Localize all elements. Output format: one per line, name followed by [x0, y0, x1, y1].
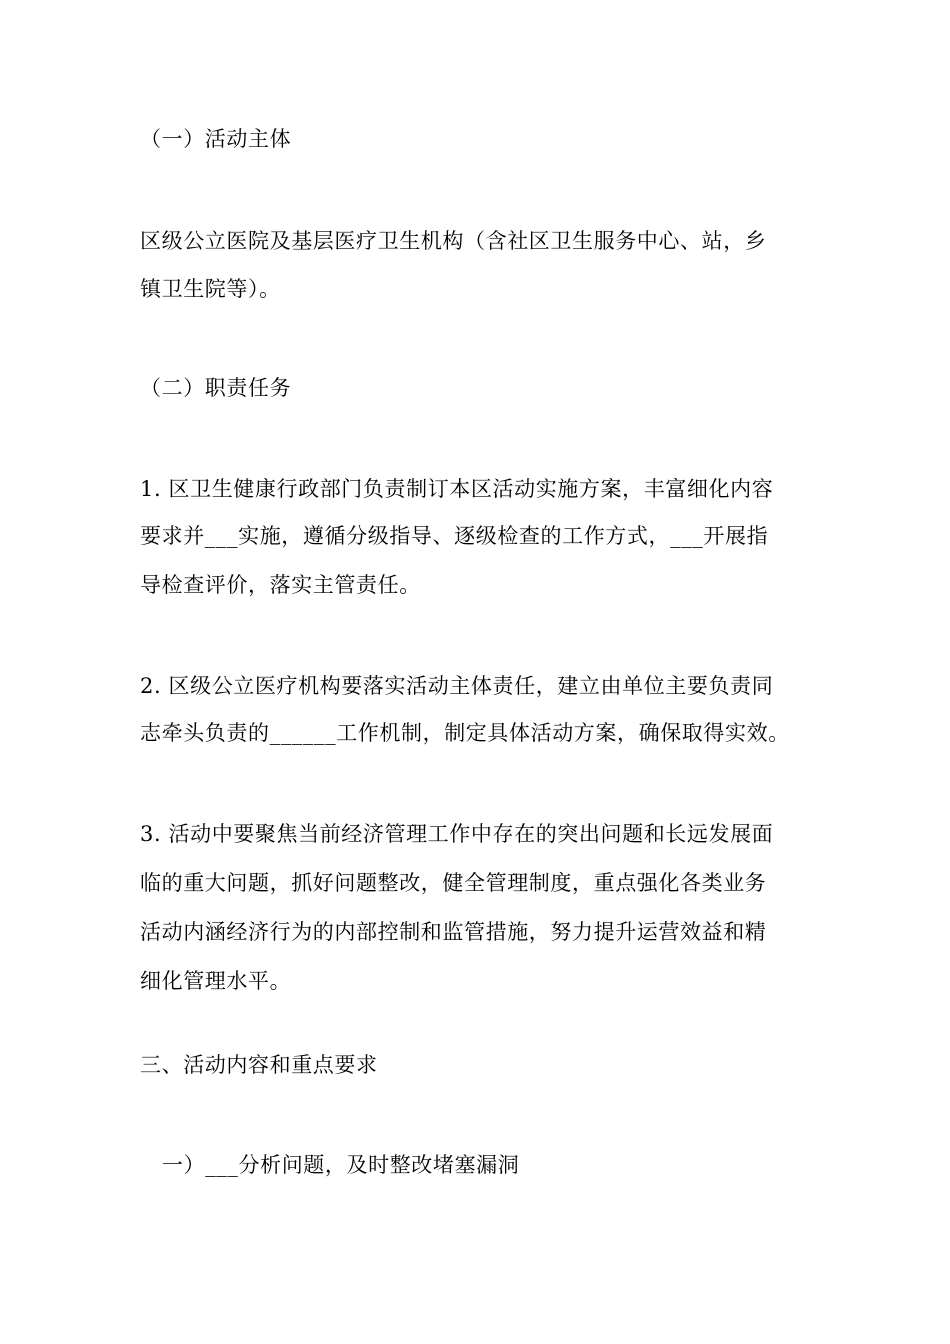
paragraph-line: 镇卫生院等）。 — [140, 277, 281, 301]
paragraph-line: 1. 区卫生健康行政部门负责制订本区活动实施方案，丰富细化内容 — [140, 477, 774, 501]
paragraph-line: 细化管理水平。 — [140, 969, 292, 993]
section-heading-duties: （二）职责任务 — [140, 376, 292, 400]
paragraph-line: 临的重大问题，抓好问题整改，健全管理制度，重点强化各类业务 — [140, 871, 767, 895]
paragraph-line: 导检查评价，落实主管责任。 — [140, 573, 421, 597]
paragraph-line: 区级公立医院及基层医疗卫生机构（含社区卫生服务中心、站，乡 — [140, 229, 767, 253]
paragraph-line: 要求并___实施，遵循分级指导、逐级检查的工作方式，___开展指 — [140, 524, 769, 548]
subsection-heading-analyze-problems: 一）___分析问题，及时整改堵塞漏洞 — [162, 1153, 520, 1177]
paragraph-line: 活动内涵经济行为的内部控制和监管措施，努力提升运营效益和精 — [140, 920, 767, 944]
paragraph-line: 2. 区级公立医疗机构要落实活动主体责任，建立由单位主要负责同 — [140, 674, 774, 698]
section-heading-content-requirements: 三、活动内容和重点要求 — [140, 1053, 378, 1077]
section-heading-activity-subject: （一）活动主体 — [140, 127, 292, 151]
paragraph-line: 3. 活动中要聚焦当前经济管理工作中存在的突出问题和长远发展面 — [140, 822, 774, 846]
paragraph-line: 志牵头负责的______工作机制，制定具体活动方案，确保取得实效。 — [140, 721, 790, 745]
